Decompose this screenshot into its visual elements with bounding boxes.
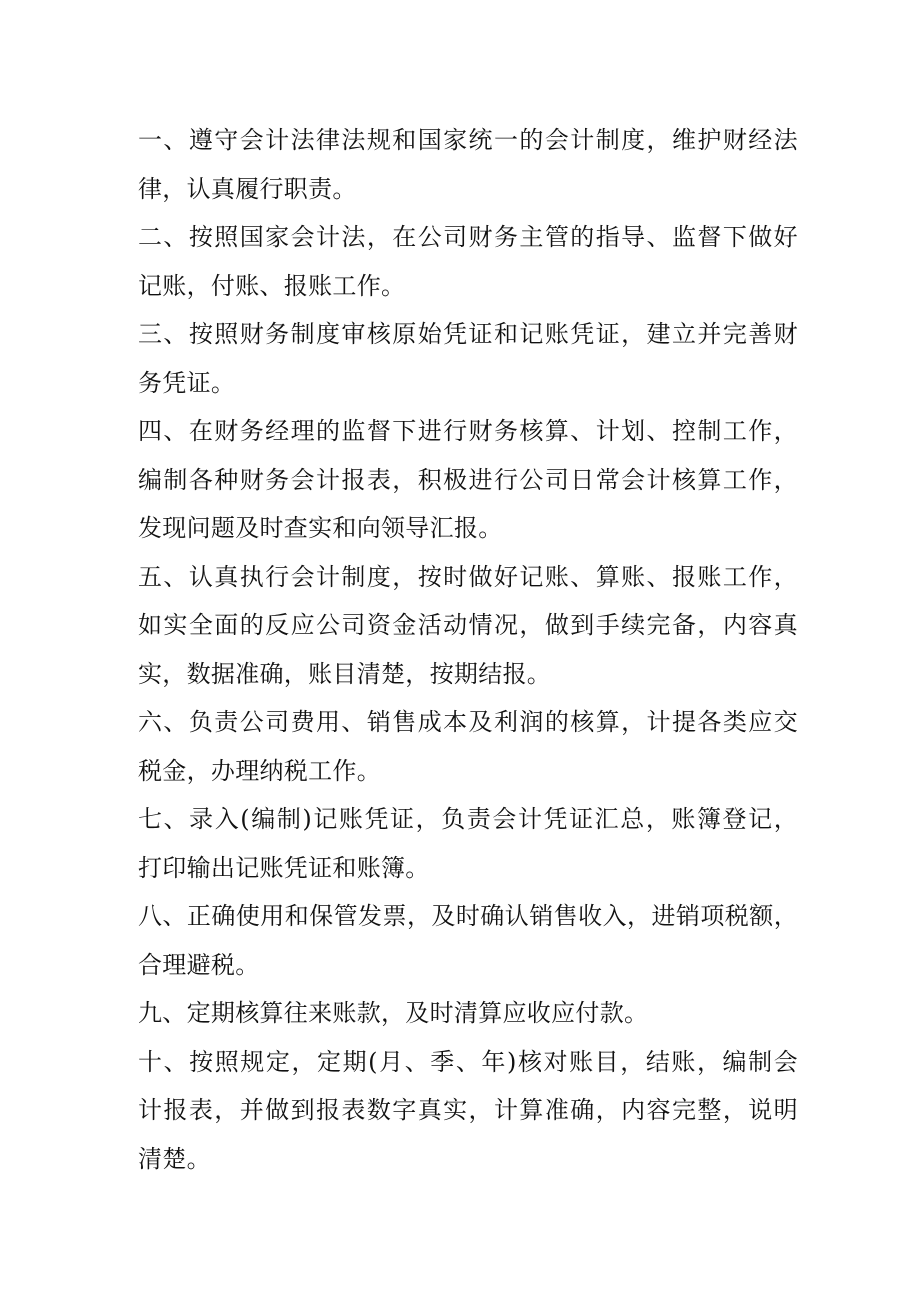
text-line: 三、按照财务制度审核原始凭证和记账凭证，建立并完善财 xyxy=(138,320,798,348)
text-line: 律，认真履行职责。 xyxy=(138,174,357,203)
text-line: 一、遵守会计法律法规和国家统一的会计制度，维护财经法 xyxy=(138,126,798,154)
text-line: 税金，办理纳税工作。 xyxy=(138,756,381,785)
text-line: 实，数据准确，账目清楚，按期结报。 xyxy=(138,659,552,688)
text-line: 合理避税。 xyxy=(138,950,260,979)
text-line: 记账，付账、报账工作。 xyxy=(138,271,406,300)
text-line: 编制各种财务会计报表，积极进行公司日常会计核算工作， xyxy=(138,465,798,494)
text-line: 八、正确使用和保管发票，及时确认销售收入，进销项税额， xyxy=(138,902,798,930)
text-line: 六、负责公司费用、销售成本及利润的核算，计提各类应交 xyxy=(138,708,798,736)
text-line: 发现问题及时查实和向领导汇报。 xyxy=(138,514,503,542)
text-line: 打印输出记账凭证和账簿。 xyxy=(138,853,430,882)
duties-text xyxy=(138,116,798,1183)
text-line: 务凭证。 xyxy=(138,368,236,397)
text-line: 清楚。 xyxy=(138,1144,211,1173)
text-line: 计报表，并做到报表数字真实，计算准确，内容完整，说明 xyxy=(138,1096,798,1124)
text-line: 九、定期核算往来账款，及时清算应收应付款。 xyxy=(138,999,649,1027)
text-line: 五、认真执行会计制度，按时做好记账、算账、报账工作， xyxy=(138,562,798,591)
text-line: 二、按照国家会计法，在公司财务主管的指导、监督下做好 xyxy=(138,223,798,251)
text-line: 七、录入(编制)记账凭证，负责会计凭证汇总，账簿登记， xyxy=(138,805,798,833)
text-line: 如实全面的反应公司资金活动情况，做到手续完备，内容真 xyxy=(138,611,798,639)
text-line: 四、在财务经理的监督下进行财务核算、计划、控制工作， xyxy=(138,417,798,445)
text-line: 十、按照规定，定期(月、季、年)核对账目，结账，编制会 xyxy=(138,1047,798,1076)
